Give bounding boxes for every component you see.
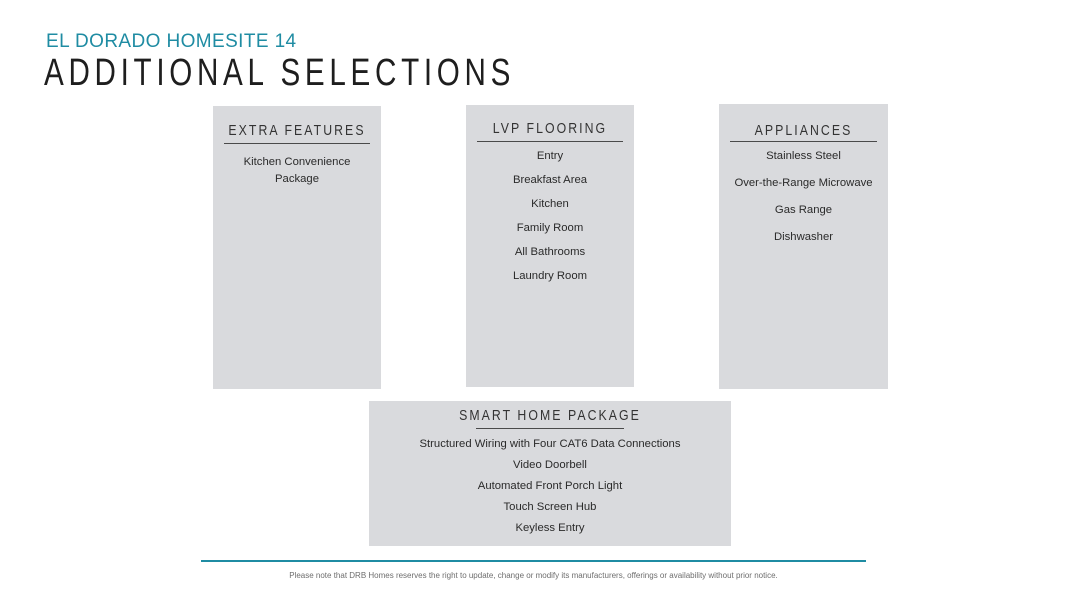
list-item: Entry [536, 150, 564, 162]
heading-divider [224, 143, 370, 144]
disclaimer-text: Please note that DRB Homes reserves the right to update, change or modify its manufacturers, offerings or availability without prior notice. [289, 571, 778, 580]
heading-divider [730, 141, 877, 142]
smart-home-heading: SMART HOME PACKAGE [459, 407, 641, 424]
appliances-card [719, 104, 888, 389]
list-item: Automated Front Porch Light [477, 480, 623, 492]
list-item: Kitchen [531, 198, 569, 210]
lvp-flooring-card [466, 105, 634, 387]
extra-features-list [213, 154, 381, 188]
list-item: Breakfast Area [512, 174, 588, 186]
extra-features-heading: EXTRA FEATURES [228, 122, 366, 139]
extra-features-card [213, 106, 381, 389]
smart-home-card [369, 401, 731, 546]
list-item: Laundry Room [512, 270, 588, 282]
heading-divider [477, 141, 623, 142]
list-item: Touch Screen Hub [503, 501, 597, 513]
list-item: Structured Wiring with Four CAT6 Data Connections [419, 438, 681, 450]
list-item: Keyless Entry [515, 522, 585, 534]
page-title: ADDITIONAL SELECTIONS [44, 52, 516, 94]
lvp-flooring-heading: LVP FLOORING [492, 120, 608, 137]
list-item: Kitchen Convenience Package [243, 156, 351, 185]
lvp-flooring-list [466, 148, 634, 285]
appliances-list [719, 148, 888, 246]
footer-divider [201, 560, 866, 562]
list-item: Gas Range [774, 204, 833, 216]
list-item: Video Doorbell [513, 459, 587, 471]
page-subtitle: EL DORADO HOMESITE 14 [46, 31, 297, 52]
list-item: Over-the-Range Microwave [734, 177, 873, 189]
list-item: Stainless Steel [766, 150, 841, 162]
appliances-heading: APPLIANCES [754, 122, 853, 139]
smart-home-list [369, 436, 731, 537]
list-item: Dishwasher [773, 231, 834, 243]
list-item: All Bathrooms [514, 246, 586, 258]
list-item: Family Room [516, 222, 584, 234]
heading-divider [476, 428, 624, 429]
